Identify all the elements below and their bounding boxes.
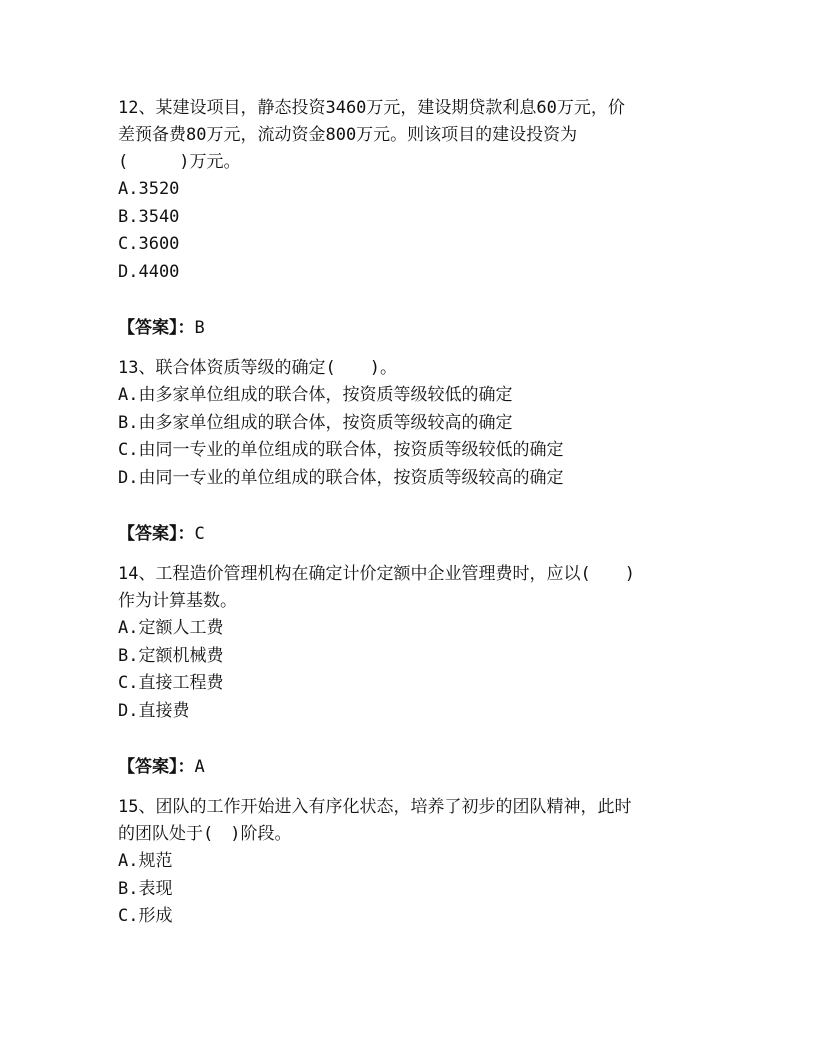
question-13 bbox=[118, 355, 698, 548]
exam-page bbox=[118, 95, 698, 931]
question-stem-line: 14、工程造价管理机构在确定计价定额中企业管理费时，应以( ) bbox=[118, 564, 635, 584]
question-15 bbox=[118, 794, 698, 931]
option-c: C.由同一专业的单位组成的联合体，按资质等级较低的确定 bbox=[118, 440, 564, 460]
option-d: D.直接费 bbox=[118, 700, 190, 721]
answer-line bbox=[118, 754, 698, 781]
option-b: B.3540 bbox=[118, 206, 180, 227]
question-stem-line: 12、某建设项目，静态投资3460万元，建设期贷款利息60万元，价 bbox=[118, 98, 625, 118]
answer-value: A bbox=[194, 757, 205, 777]
option-b: B.由多家单位组成的联合体，按资质等级较高的确定 bbox=[118, 412, 513, 433]
option-c: C.形成 bbox=[118, 906, 173, 926]
question-stem-line: 15、团队的工作开始进入有序化状态，培养了初步的团队精神，此时 bbox=[118, 797, 632, 817]
option-a: A.由多家单位组成的联合体，按资质等级较低的确定 bbox=[118, 385, 513, 405]
answer-value: B bbox=[194, 318, 205, 338]
option-b: B.定额机械费 bbox=[118, 645, 224, 666]
answer-label: 【答案】： bbox=[118, 318, 195, 338]
question-stem-line: ( )万元。 bbox=[118, 152, 241, 172]
option-c: C.直接工程费 bbox=[118, 673, 224, 693]
question-14 bbox=[118, 561, 698, 781]
question-stem-line: 的团队处于( )阶段。 bbox=[118, 824, 292, 844]
option-a: A.规范 bbox=[118, 851, 173, 871]
question-stem-line: 作为计算基数。 bbox=[118, 591, 237, 611]
answer-label: 【答案】： bbox=[118, 524, 195, 544]
answer-value: C bbox=[194, 524, 205, 544]
option-b: B.表现 bbox=[118, 878, 173, 899]
answer-line bbox=[118, 521, 698, 548]
answer-line bbox=[118, 315, 698, 342]
question-stem-line: 差预备费80万元，流动资金800万元。则该项目的建设投资为 bbox=[118, 125, 578, 145]
question-stem-line: 13、联合体资质等级的确定( )。 bbox=[118, 358, 397, 378]
option-a: A.定额人工费 bbox=[118, 618, 224, 638]
option-a: A.3520 bbox=[118, 179, 180, 199]
answer-label: 【答案】： bbox=[118, 757, 195, 777]
option-d: D.由同一专业的单位组成的联合体，按资质等级较高的确定 bbox=[118, 467, 564, 488]
option-d: D.4400 bbox=[118, 261, 180, 282]
option-c: C.3600 bbox=[118, 234, 180, 254]
question-12 bbox=[118, 95, 698, 342]
